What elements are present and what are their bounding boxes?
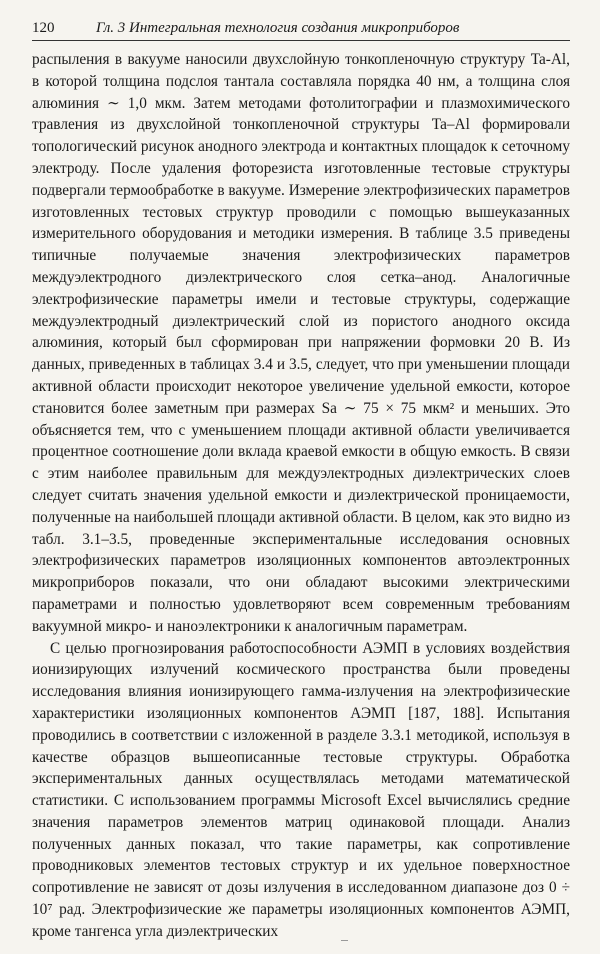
running-title: Гл. 3 Интегральная технология создания микроприборов [96,20,460,36]
book-page [32,20,570,943]
page-body [32,49,570,943]
page-number: 120 [32,20,55,36]
paragraph-2: С целью прогнозирования работоспособности АЭМП в условиях воздействия ионизирующих излучений космического пространства были проведены исследования влияния ионизирующего гамма-излучения на электрофизические характеристики изоляционных компонентов АЭМП [187, 188]. Испытания проводились в соответствии с изложенной в разделе 3.3.1 методикой, используя в качестве образцов вышеописанные тестовые структуры. Обработка экспериментальных данных осуществлялась методами математической статистики. С использованием программы Microsoft Excel вычислялись средние значения параметров элементов матриц одинаковой площади. Анализ полученных данных показал, что такие параметры, как сопротивление проводниковых элементов тестовых структур и их удельное поверхностное сопротивление не зависят от дозы излучения в исследованном диапазоне доз 0 ÷ 10⁷ рад. Электрофизические же параметры изоляционных компонентов АЭМП, кроме тангенса угла диэлектрических [32,639,570,940]
page-header [32,20,570,41]
paragraph-1: распыления в вакууме наносили двухслойную тонкопленочную структуру Ta-Al, в которой толщина подслоя тантала составляла порядка 40 нм, а толщина слоя алюминия ∼ 1,0 мкм. Затем методами фотолитографии и плазмохимического травления из двухслойной тонкопленочной структуры Ta–Al формировали топологический рисунок анодного электрода и контактных площадок к сеточному электроду. После удаления фоторезиста изготовленные тестовые структуры подвергали термообработке в вакууме. Измерение электрофизических параметров изготовленных тестовых структур проводили с помощью вышеуказанных измерительного оборудования и методики измерения. В таблице 3.5 приведены типичные получаемые значения электрофизических параметров междуэлектродного диэлектрического слоя сетка–анод. Аналогичные электрофизические параметры имели и тестовые структуры, содержащие междуэлектродный диэлектрический слой из пористого анодного оксида алюминия, который был сформирован при напряжении формовки 20 В. Из данных, приведенных в таблицах 3.4 и 3.5, следует, что при уменьшении площади активной области происходит некоторое увеличение удельной емкости, которое становится более заметным при размерах Sа ∼ 75 × 75 мкм² и меньших. Это объясняется тем, что с уменьшением площади активной области увеличивается процентное соотношение доли вклада краевой емкости в общую емкость. В связи с этим наиболее правильным для междуэлектродных диэлектрических слоев следует считать значения удельной емкости и диэлектрической проницаемости, полученные на наибольшей площади активной области. В целом, как это видно из табл. 3.1–3.5, проведенные экспериментальные исследования основных электрофизических параметров изоляционных компонентов автоэлектронных микроприборов показали, что они обладают высокими электрическими параметрами и полностью удовлетворяют всем современным требованиям вакуумной микро- и наноэлектроники к аналогичным параметрам. [32,51,570,635]
scan-mark [341,940,348,941]
